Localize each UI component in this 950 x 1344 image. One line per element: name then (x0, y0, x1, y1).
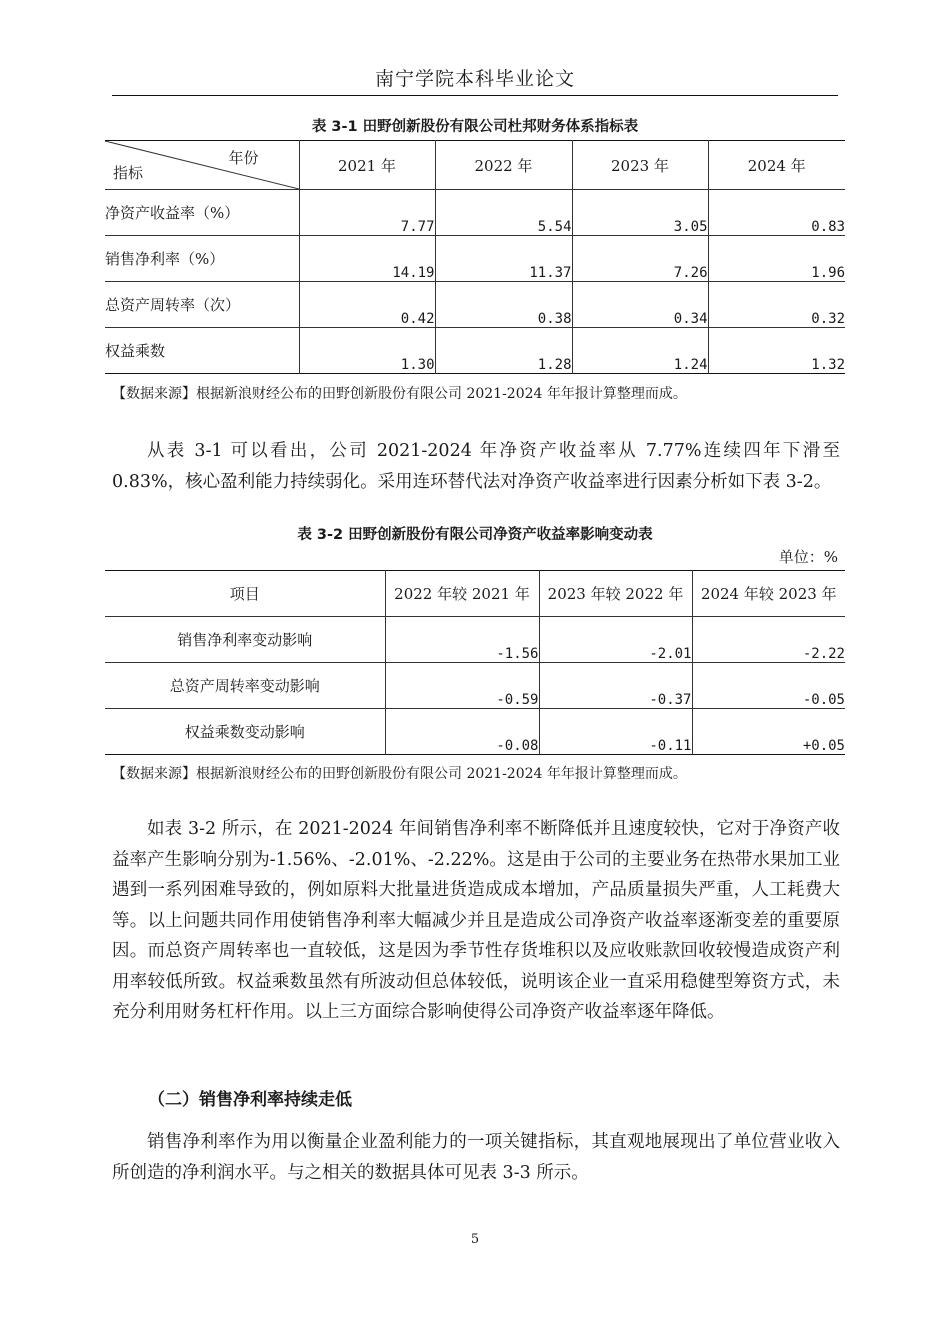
cell-value: -0.08 (385, 709, 539, 755)
cell-value: 0.32 (708, 282, 845, 328)
cell-value: 11.37 (435, 236, 572, 282)
page-header: 南宁学院本科毕业论文 (374, 68, 575, 90)
table2-header-row (105, 571, 845, 617)
paragraph: 如表 3-2 所示，在 2021-2024 年间销售净利率不断降低并且速度较快，它对于净资产收益率产生影响分别为-1.56%、-2.01%、-2.22%。这是由于公司的主要业务在热带水果加工业遇到一系列困难导致的，例如原料大批量进货造成成本增加，产品质量损失严重，人工耗费大等。以上问题共同作用使销售净利率大幅减少并且是造成公司净资产收益率逐渐变差的重要原因。而总资产周转率也一直较低，这是因为季节性存货堆积以及应收账款回收较慢造成资产利用率较低所致。权益乘数虽然有所波动但总体较低，说明该企业一直采用稳健型筹资方式，未充分利用财务杠杆作用。以上三方面综合影响使得公司净资产收益率逐年降低。 (112, 819, 840, 1022)
page-number: 5 (470, 1232, 480, 1247)
cell-value: 0.42 (299, 282, 435, 328)
cell-value: -2.22 (692, 617, 845, 663)
table1-col-header: 2024 年 (708, 141, 845, 190)
table1-caption: 表 3-1 田野创新股份有限公司杜邦财务体系指标表 (311, 119, 639, 135)
table2 (105, 570, 845, 755)
table2-col-header: 2023 年较 2022 年 (539, 571, 692, 617)
table-row (105, 236, 845, 282)
cell-value: 1.28 (435, 328, 572, 374)
table1-header-row (105, 141, 845, 190)
row-label: 总资产周转率变动影响 (105, 663, 385, 709)
row-label: 权益乘数 (105, 328, 299, 374)
cell-value: 5.54 (435, 190, 572, 236)
row-label: 销售净利率（%） (105, 236, 299, 282)
table-row (105, 709, 845, 755)
table2-unit: 单位：% (778, 548, 838, 566)
table1 (105, 140, 845, 374)
table-row (105, 282, 845, 328)
cell-value: 1.24 (572, 328, 708, 374)
cell-value: 1.32 (708, 328, 845, 374)
cell-value: -0.05 (692, 663, 845, 709)
cell-value: 0.34 (572, 282, 708, 328)
cell-value: -1.56 (385, 617, 539, 663)
table2-col-header: 2024 年较 2023 年 (692, 571, 845, 617)
table-row (105, 663, 845, 709)
cell-value: 14.19 (299, 236, 435, 282)
table1-col-header: 2023 年 (572, 141, 708, 190)
paragraph: 从表 3-1 可以看出，公司 2021-2024 年净资产收益率从 7.77%连续四年下滑至 0.83%，核心盈利能力持续弱化。采用连环替代法对净资产收益率进行因素分析如下表 3-2。 (112, 441, 840, 492)
cell-value: 7.77 (299, 190, 435, 236)
paragraph: 销售净利率作为用以衡量企业盈利能力的一项关键指标，其直观地展现出了单位营业收入所创造的净利润水平。与之相关的数据具体可见表 3-3 所示。 (112, 1132, 840, 1183)
cell-value: 3.05 (572, 190, 708, 236)
table-row (105, 617, 845, 663)
cell-value: -0.37 (539, 663, 692, 709)
table2-caption: 表 3-2 田野创新股份有限公司净资产收益率影响变动表 (297, 527, 653, 543)
row-label: 净资产收益率（%） (105, 190, 299, 236)
section-heading: （二）销售净利率持续走低 (148, 1090, 352, 1110)
corner-indicator-label: 指标 (113, 164, 144, 182)
row-label: 总资产周转率（次） (105, 282, 299, 328)
cell-value: -0.59 (385, 663, 539, 709)
cell-value: 0.38 (435, 282, 572, 328)
table2-col-header: 项目 (229, 585, 260, 603)
table1-col-header: 2021 年 (299, 141, 435, 190)
corner-year-label: 年份 (228, 149, 259, 167)
table-row (105, 328, 845, 374)
table1-corner-cell (105, 141, 299, 190)
cell-value: 7.26 (572, 236, 708, 282)
cell-value: 0.83 (708, 190, 845, 236)
table1-source-note: 【数据来源】根据新浪财经公布的田野创新股份有限公司 2021-2024 年年报计算整理而成。 (112, 386, 687, 402)
table2-col-header: 2022 年较 2021 年 (385, 571, 539, 617)
row-label: 销售净利率变动影响 (105, 617, 385, 663)
row-label: 权益乘数变动影响 (105, 709, 385, 755)
table-row (105, 190, 845, 236)
header-rule (112, 95, 838, 96)
cell-value: -2.01 (539, 617, 692, 663)
cell-value: -0.11 (539, 709, 692, 755)
cell-value: 1.30 (299, 328, 435, 374)
cell-value: 1.96 (708, 236, 845, 282)
cell-value: +0.05 (692, 709, 845, 755)
table2-source-note: 【数据来源】根据新浪财经公布的田野创新股份有限公司 2021-2024 年年报计算整理而成。 (112, 766, 687, 782)
table1-col-header: 2022 年 (435, 141, 572, 190)
